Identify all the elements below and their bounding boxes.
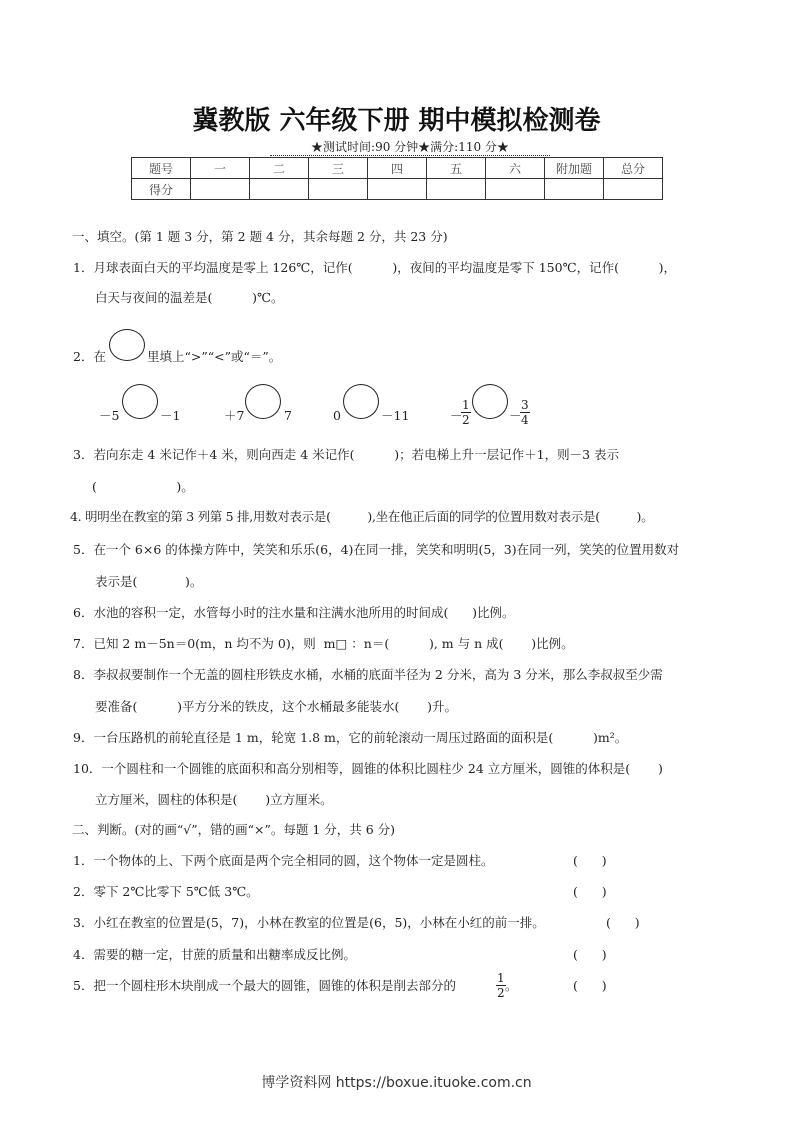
compare-d-left-fraction (461, 398, 471, 427)
judge-item-5: 5．把一个圆柱形木块削成一个最大的圆锥，圆锥的体积是削去部分的 (73, 978, 456, 993)
compare-d-circle[interactable] (472, 384, 508, 419)
compare-c-circle[interactable] (343, 384, 379, 419)
row-label: 得分 (132, 179, 191, 200)
compare-b-left: ＋7 (224, 408, 245, 423)
section2-heading: 二、判断。(对的画“√”，错的画“×”。每题 1 分，共 6 分) (72, 822, 396, 837)
header-cell: 三 (309, 158, 368, 179)
header-cell: 六 (486, 158, 545, 179)
score-cell (486, 179, 545, 200)
score-table-header-row (132, 158, 663, 179)
score-cell (545, 179, 604, 200)
page-title: 冀教版 六年级下册 期中模拟检测卷 (192, 106, 601, 136)
question-7: 7．已知 2 m－5n＝0(m，n 均不为 0)，则 m□ ：n＝( ), m 与 n 成( )比例。 (73, 636, 574, 651)
question-2-suffix: 里填上“>”“<”或“＝”。 (147, 349, 282, 364)
question-5-line2: 表示是( )。 (95, 574, 203, 589)
compare-d-left-sign: － (450, 408, 463, 423)
denominator: 2 (497, 986, 505, 1000)
header-cell: 总分 (604, 158, 663, 179)
score-cell (250, 179, 309, 200)
question-3-line2: ( )。 (92, 479, 194, 494)
numerator: 1 (462, 398, 470, 412)
judge-item-2: 2．零下 2℃比零下 5℃低 3℃。 (73, 884, 259, 899)
score-cell (368, 179, 427, 200)
score-cell (604, 179, 663, 200)
header-cell: 四 (368, 158, 427, 179)
judge-answer-4[interactable]: ( ) (573, 947, 607, 962)
question-8-line1: 8．李叔叔要制作一个无盖的圆柱形铁皮水桶，水桶的底面半径为 2 分米，高为 3 分米，那么李叔叔至少需 (73, 667, 663, 682)
judge-item-3: 3．小红在教室的位置是(5，7)，小林在教室的位置是(6，5)，小林在小红的前一排。 (73, 915, 545, 930)
judge-item-4: 4．需要的糖一定，甘蔗的质量和出糖率成反比例。 (73, 947, 356, 962)
header-cell: 二 (250, 158, 309, 179)
header-cell: 五 (427, 158, 486, 179)
compare-b-right: 7 (284, 408, 292, 423)
header-cell: 一 (191, 158, 250, 179)
numerator: 3 (521, 398, 529, 412)
score-cell (191, 179, 250, 200)
question-1-line1: 1．月球表面白天的平均温度是零上 126℃，记作( )，夜间的平均温度是零下 150℃，记作( )， (73, 260, 677, 275)
judge-answer-1[interactable]: ( ) (573, 853, 607, 868)
question-8-line2: 要准备( )平方分米的铁皮，这个水桶最多能装水( )升。 (95, 699, 458, 714)
question-6: 6．水池的容积一定，水管每小时的注水量和注满水池所用的时间成( )比例。 (73, 605, 515, 620)
question-1-line2: 白天与夜间的温差是( )℃。 (95, 290, 284, 305)
judge-item-1: 1．一个物体的上、下两个底面是两个完全相同的圆，这个物体一定是圆柱。 (73, 853, 494, 868)
numerator: 1 (497, 971, 505, 985)
question-2-prefix: 2．在 (73, 349, 106, 364)
compare-a-left: －5 (99, 408, 120, 423)
judge-answer-3[interactable]: ( ) (606, 915, 640, 930)
compare-a-circle[interactable] (122, 384, 158, 419)
score-cell (309, 179, 368, 200)
footer-watermark: 博学资料网 https://boxue.ituoke.com.cn (261, 1075, 532, 1091)
compare-b-circle[interactable] (245, 384, 281, 419)
judge-item-5-tail: 。 (505, 978, 518, 993)
score-table-score-row (132, 179, 663, 200)
question-10-line2: 立方厘米，圆柱的体积是( )立方厘米。 (95, 792, 333, 807)
circle-icon (109, 329, 145, 361)
compare-a-right: －1 (160, 408, 181, 423)
question-5-line1: 5．在一个 6×6 的体操方阵中，笑笑和乐乐(6，4)在同一排，笑笑和明明(5，3)在同一列，笑笑的位置用数对 (73, 542, 680, 557)
question-9: 9．一台压路机的前轮直径是 1 m，轮宽 1.8 m，它的前轮滚动一周压过路面的面积是( )m²。 (73, 730, 628, 745)
compare-c-left: 0 (333, 408, 341, 423)
compare-d-right-sign: － (509, 408, 522, 423)
question-4: 4. 明明坐在教室的第 3 列第 5 排,用数对表示是( ),坐在他正后面的同学的位置用数对表示是( )。 (70, 509, 654, 524)
compare-c-right: －11 (381, 408, 410, 423)
question-3-line1: 3．若向东走 4 米记作＋4 米，则向西走 4 米记作( )；若电梯上升一层记作＋1，则－3 表示 (73, 447, 620, 462)
denominator: 4 (521, 413, 529, 427)
denominator: 2 (462, 413, 470, 427)
section1-heading: 一、填空。(第 1 题 3 分，第 2 题 4 分，其余每题 2 分，共 23 分) (72, 229, 448, 244)
judge-answer-5[interactable]: ( ) (573, 978, 607, 993)
score-table (131, 157, 663, 200)
score-cell (427, 179, 486, 200)
header-cell: 附加题 (545, 158, 604, 179)
question-10-line1: 10．一个圆柱和一个圆锥的底面积和高分别相等，圆锥的体积比圆柱少 24 立方厘米，圆锥的体积是( ) (73, 761, 663, 776)
header-cell: 题号 (132, 158, 191, 179)
compare-d-right-fraction (520, 398, 530, 427)
judge-answer-2[interactable]: ( ) (573, 884, 607, 899)
exam-subtitle: ★测试时间:90 分钟★满分:110 分★ (270, 140, 550, 156)
